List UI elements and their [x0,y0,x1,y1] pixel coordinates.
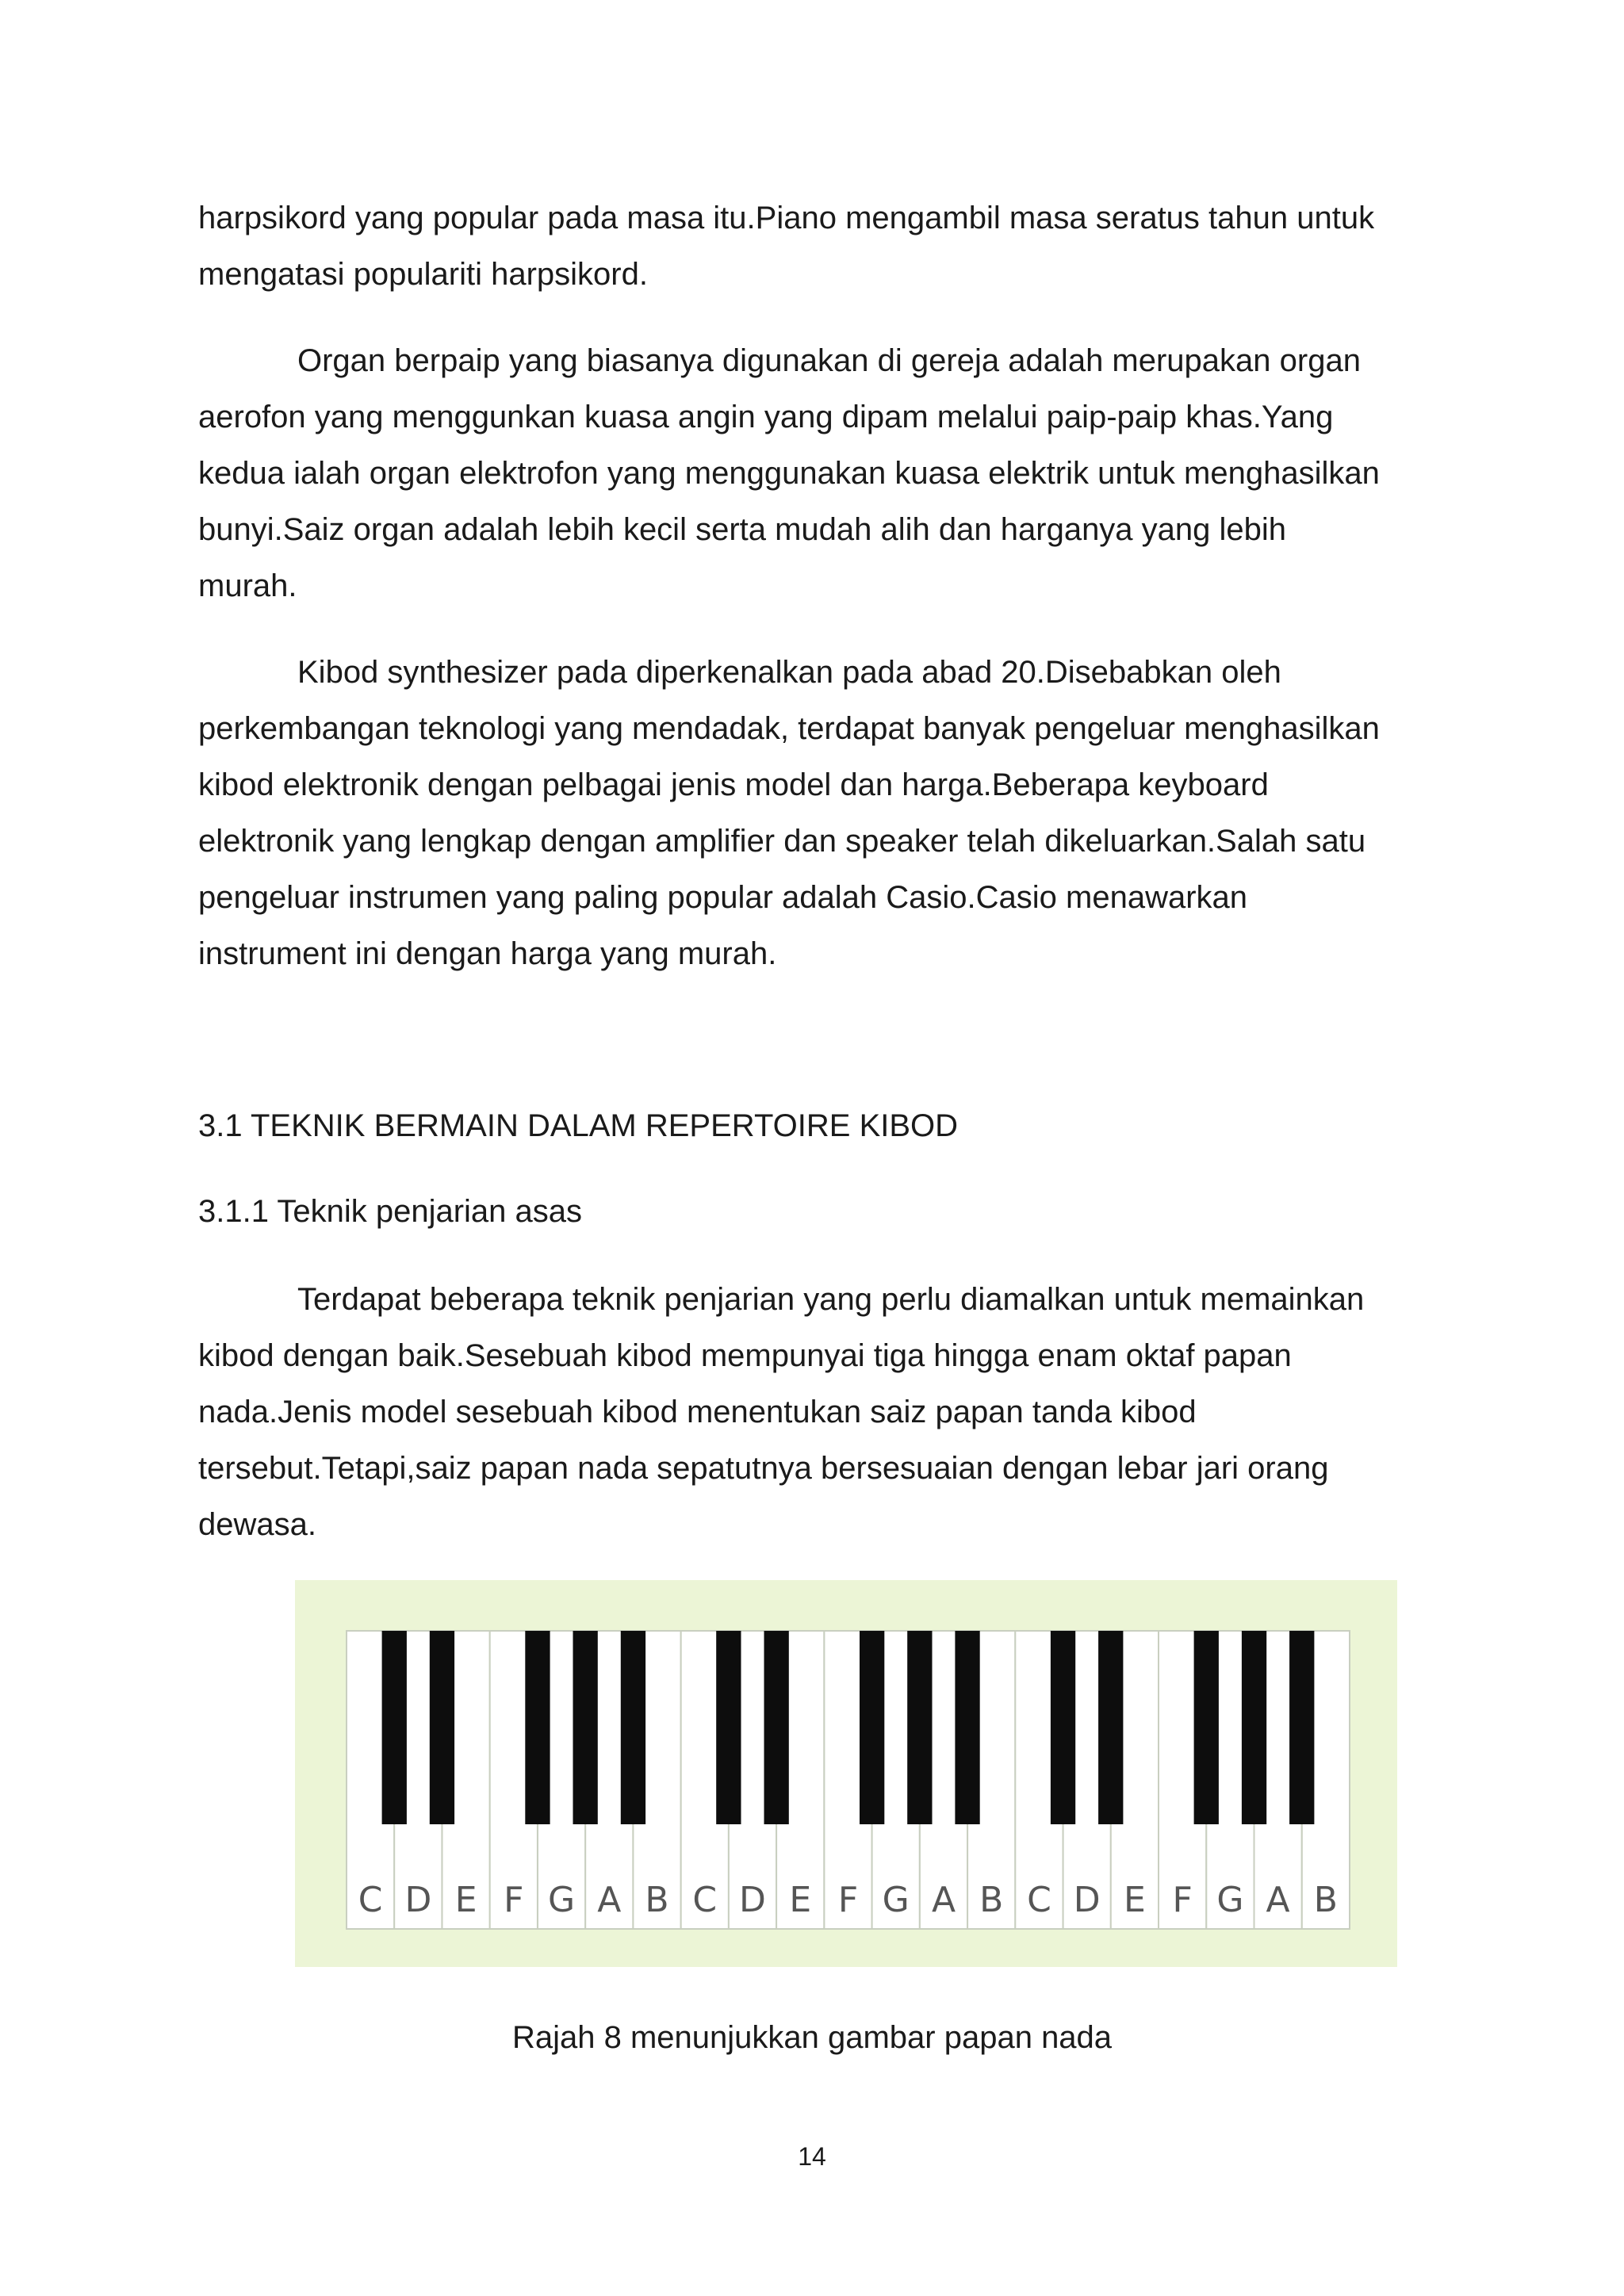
black-key [1289,1631,1314,1824]
black-key [1098,1631,1123,1824]
paragraph-line: Organ berpaip yang biasanya digunakan di gereja adalah merupakan organ [297,343,1361,378]
black-key [860,1631,884,1824]
paragraph-line: murah. [198,568,297,603]
key-label: A [931,1880,956,1920]
key-label: D [1073,1880,1101,1920]
key-label: A [1266,1880,1290,1920]
key-label: D [404,1880,432,1920]
piano-keyboard-illustration [295,1580,1397,1967]
paragraph-line: tersebut.Tetapi,saiz papan nada sepatutnya bersesuaian dengan lebar jari orang [198,1451,1329,1486]
key-label: C [692,1880,718,1920]
black-key [382,1631,407,1824]
key-label: F [837,1880,859,1920]
key-label: F [1172,1880,1193,1920]
paragraph-1 [198,190,1429,303]
black-key [573,1631,598,1824]
paragraph-line: kibod dengan baik.Sesebuah kibod mempunyai tiga hingga enam oktaf papan [198,1338,1292,1373]
paragraph-line: perkembangan teknologi yang mendadak, terdapat banyak pengeluar menghasilkan [198,711,1380,746]
paragraph-3 [198,645,1429,982]
page-number: 14 [798,2142,826,2171]
black-key [764,1631,789,1824]
black-key [1051,1631,1075,1824]
black-key [525,1631,550,1824]
paragraph-2 [198,333,1429,614]
key-label: G [1216,1880,1244,1920]
black-key [621,1631,645,1824]
paragraph-line: kedua ialah organ elektrofon yang menggunakan kuasa elektrik untuk menghasilkan [198,456,1380,491]
paragraph-line: mengatasi populariti harpsikord. [198,257,648,292]
paragraph-line: nada.Jenis model sesebuah kibod menentukan saiz papan tanda kibod [198,1395,1197,1429]
paragraph-line: instrument ini dengan harga yang murah. [198,936,777,971]
key-label: E [1123,1880,1146,1920]
paragraph-4 [198,1272,1429,1553]
black-key [430,1631,454,1824]
key-label: D [739,1880,766,1920]
black-key [955,1631,979,1824]
key-label: E [454,1880,477,1920]
key-label: G [882,1880,910,1920]
paragraph-line: harpsikord yang popular pada masa itu.Piano mengambil masa seratus tahun untuk [198,201,1375,235]
key-label: C [358,1880,383,1920]
black-key [1242,1631,1266,1824]
paragraph-line: Terdapat beberapa teknik penjarian yang perlu diamalkan untuk memainkan [297,1282,1365,1317]
black-key [716,1631,741,1824]
paragraph-line: Kibod synthesizer pada diperkenalkan pada abad 20.Disebabkan oleh [297,655,1281,690]
key-label: B [979,1880,1004,1920]
paragraph-line: bunyi.Saiz organ adalah lebih kecil serta mudah alih dan harganya yang lebih [198,512,1287,547]
key-label: G [548,1880,576,1920]
subsection-heading: 3.1.1 Teknik penjarian asas [198,1194,583,1229]
key-label: C [1027,1880,1051,1920]
key-label: B [1313,1880,1338,1920]
paragraph-line: kibod elektronik dengan pelbagai jenis model dan harga.Beberapa keyboard [198,767,1269,802]
paragraph-line: aerofon yang menggunkan kuasa angin yang dipam melalui paip-paip khas.Yang [198,400,1334,434]
section-heading: 3.1 TEKNIK BERMAIN DALAM REPERTOIRE KIBOD [198,1108,959,1143]
black-key [907,1631,932,1824]
paragraph-line: dewasa. [198,1507,316,1542]
key-label: E [789,1880,812,1920]
key-label: A [597,1880,622,1920]
keyboard-figure [295,1580,1397,1967]
figure-caption: Rajah 8 menunjukkan gambar papan nada [511,2020,1113,2055]
black-key [1194,1631,1219,1824]
key-label: B [645,1880,669,1920]
paragraph-line: pengeluar instrumen yang paling popular adalah Casio.Casio menawarkan [198,880,1248,915]
paragraph-line: elektronik yang lengkap dengan amplifier dan speaker telah dikeluarkan.Salah satu [198,824,1366,859]
key-label: F [504,1880,524,1920]
